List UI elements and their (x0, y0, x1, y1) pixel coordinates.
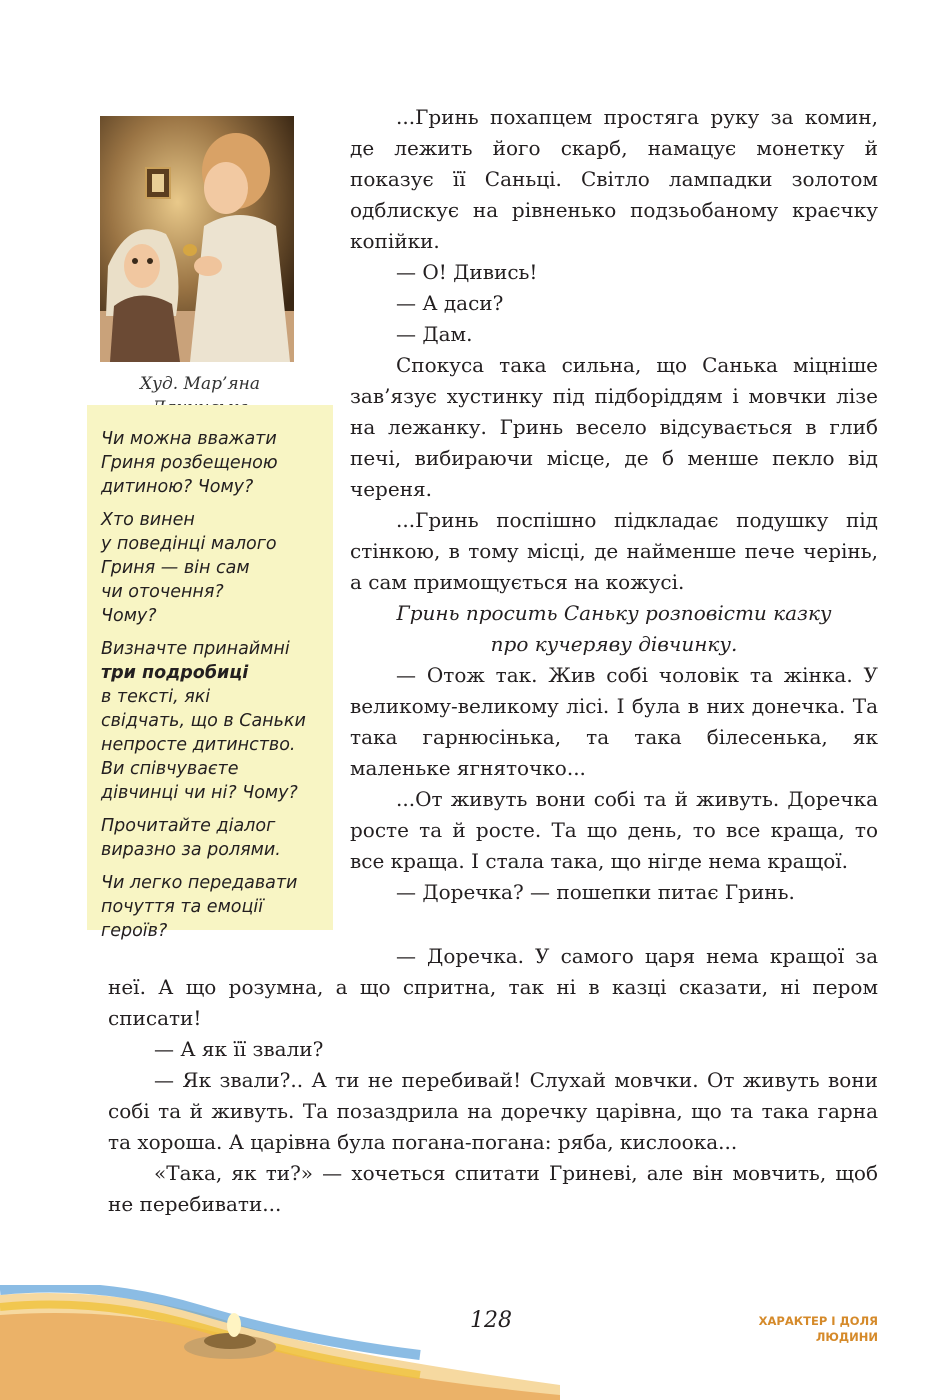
questions-sidebar (87, 405, 333, 941)
page-number: 128 (470, 1308, 512, 1333)
chapter-label: ХАРАКТЕР І ДОЛЯ ЛЮДИНИ (758, 1314, 878, 1344)
dialogue-line: — О! Дивись! (396, 260, 538, 284)
question-3-emphasis: три подробиці (101, 663, 249, 683)
paragraph: — Доречка. У самого царя нема кращої за неї. А що розумна, а що спритна, так ні в казці сказати, ні пером списати! (108, 944, 878, 1030)
question-2: Хто винен у поведінці малого Гриня — він сам чи оточення? Чому? (101, 510, 277, 626)
story-illustration (100, 116, 294, 362)
section-subheading: Гринь просить Саньку розповісти казку про кучеряву дівчинку. (396, 601, 832, 656)
question-1: Чи можна вважати Гриня розбещеною дитиною? Чому? (101, 429, 278, 497)
illustration-picture (100, 116, 294, 362)
dialogue-line: — Доречка? — пошепки питає Гринь. (396, 880, 795, 904)
paragraph: ...Гринь похапцем простяга руку за комин, де лежить його скарб, намацує монетку й показує її Саньці. Світло лампадки золотом одблискує на рівненько подзьобаному краєчку копійки. (350, 105, 878, 253)
question-3-rest: в тексті, які свідчать, що в Саньки непросте дитинство. Ви співчуваєте дівчинці чи ні? Чому? (101, 687, 306, 803)
story-text-right-column (350, 102, 878, 908)
dialogue-line: — Дам. (396, 322, 473, 346)
paragraph: — Як звали?.. А ти не перебивай! Слухай мовчки. От живуть вони собі та й живуть. Та позаздрила на доречку царівна, що та така гарна та хороша. А царівна була погана-погана: ряба, кислоока... (108, 1068, 878, 1154)
question-4: Прочитайте діалог виразно за ролями. (101, 816, 281, 860)
dialogue-line: — А даси? (396, 291, 504, 315)
illustration-caption: Худ. Мар’яна (140, 374, 260, 394)
question-3 (101, 637, 329, 805)
paragraph: «Така, як ти?» — хочеться спитати Гриневі, але він мовчить, щоб не перебивати... (108, 1161, 878, 1216)
paragraph: ...От живуть вони собі та й живуть. Доречка росте та й росте. Та що день, то все краща, то все краща. І стала така, що нігде нема кращої. (350, 787, 878, 873)
story-text-full-width (108, 941, 878, 1220)
dialogue-line: — А як її звали? (154, 1037, 324, 1061)
paragraph: ...Гринь поспішно підкладає подушку під стінкою, в тому місці, де найменше пече черінь, а сам примощується на кожусі. (350, 508, 878, 594)
footer-decoration (0, 1285, 560, 1400)
question-5: Чи легко передавати почуття та емоції героїв? (101, 873, 298, 941)
paragraph: Спокуса така сильна, що Санька міцніше зав’язує хустинку під підборіддям і мовчки лізе на лежанку. Гринь весело відсувається в глиб печі, вибираючи місце, де б менше пекло від череня. (350, 353, 878, 501)
paragraph: — Отож так. Жив собі чоловік та жінка. У великому-великому лісі. І була в них донечка. Та така гарнюсінька, та така білесенька, як маленьке ягняточко... (350, 663, 878, 780)
question-3-intro: Визначте принаймні (101, 639, 290, 659)
